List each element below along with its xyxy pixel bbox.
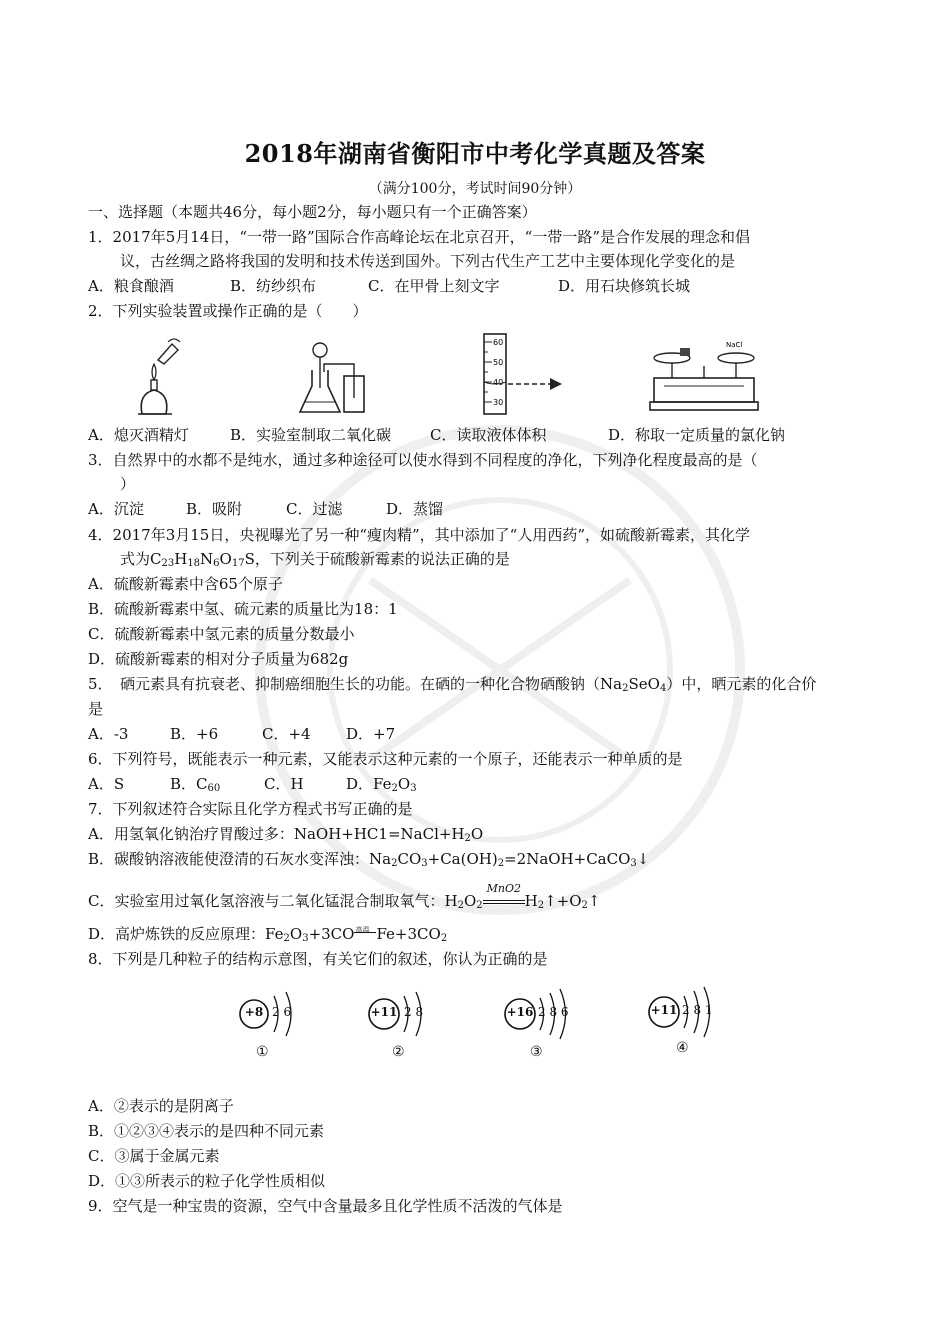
q4-formula-prefix: 式为C xyxy=(120,550,162,568)
alcohol-lamp-figure xyxy=(128,334,188,418)
q8-stem: 8．下列是几种粒子的结构示意图，有关它们的叙述，你认为正确的是 xyxy=(88,950,548,968)
q6-options xyxy=(88,774,417,794)
q4-option-d: D．硫酸新霉素的相对分子质量为682g xyxy=(88,650,349,668)
atom-1-shells: 2 6 xyxy=(272,1005,292,1019)
q6-option-d-mid: O xyxy=(397,775,411,793)
q7-b5: ↓ xyxy=(636,850,650,868)
q6-option-d-sub1: 2 xyxy=(391,783,398,794)
q1-option-c: C．在甲骨上刻文字 xyxy=(368,277,500,295)
q5-option-c: C．+4 xyxy=(262,725,311,743)
q4-sub-o: 17 xyxy=(231,558,245,569)
q1-option-a: A．粮食酿酒 xyxy=(88,277,174,295)
tick-60: 60 xyxy=(493,338,504,347)
q2-option-b: B．实验室制取二氧化碳 xyxy=(230,426,392,444)
q7-b-s2: 3 xyxy=(421,858,428,869)
q7-c2: O xyxy=(463,892,477,910)
q7-d-s3: 2 xyxy=(440,933,448,944)
q4-stem: 4．2017年3月15日，央视曝光了另一种“瘦肉精”，其中添加了“人用西药”，如硫酸新霉素，其化学 xyxy=(88,526,751,544)
q5-stem-cont: 是 xyxy=(88,700,104,718)
q5-stem-a: 5． 硒元素具有抗衰老、抑制癌细胞生长的功能。在硒的一种化合物硒酸钠（Na xyxy=(88,675,623,693)
q6-stem: 6．下列符号，既能表示一种元素，又能表示这种元素的一个原子，还能表示一种单质的是 xyxy=(88,750,683,768)
atom-2-shells: 2 8 xyxy=(404,1005,424,1019)
atom-2-label: ② xyxy=(392,1044,405,1060)
q7-d-s2: 3 xyxy=(302,933,309,944)
q6-option-d-text: D．Fe xyxy=(346,775,392,793)
atom-3-label: ③ xyxy=(530,1044,543,1060)
q6-option-b-sub: 60 xyxy=(207,783,221,794)
atom-diagram-3 xyxy=(500,986,590,1066)
q7-c1: C．实验室用过氧化氢溶液与二氧化锰混合制取氧气：H xyxy=(88,892,458,910)
q7-stem: 7．下列叙述符合实际且化学方程式书写正确的是 xyxy=(88,800,413,818)
q7-b2: CO xyxy=(397,850,422,868)
q4-formula-suffix: S，下列关于硫酸新霉素的说法正确的是 xyxy=(244,550,510,568)
tick-40: 40 xyxy=(493,378,504,387)
q2-option-c: C．读取液体体积 xyxy=(430,426,547,444)
q7-b-s3: 2 xyxy=(497,858,505,869)
q7-c4: ↑+O xyxy=(544,892,582,910)
q7-option-a xyxy=(88,824,483,844)
q4-el-h: H xyxy=(174,550,188,568)
q5-sub1: 2 xyxy=(622,683,629,694)
q4-option-b: B．硫酸新霉素中氢、硫元素的质量比为18：1 xyxy=(88,600,398,618)
q1-option-b: B．纺纱织布 xyxy=(230,277,317,295)
atom-4-nucleus: +11 xyxy=(650,1003,678,1017)
atom-diagram-1 xyxy=(234,986,304,1066)
q3-option-b: B．吸附 xyxy=(186,500,243,518)
q7-d2: O xyxy=(289,925,303,943)
atom-1-nucleus: +8 xyxy=(244,1005,264,1019)
q5-option-a: A．-3 xyxy=(88,725,129,743)
q7-d3: +3CO xyxy=(308,925,355,943)
q4-formula-line xyxy=(120,549,510,569)
q5-sub2: 4 xyxy=(659,683,667,694)
q8-option-c: C．③属于金属元素 xyxy=(88,1147,220,1165)
q2-option-a: A．熄灭酒精灯 xyxy=(88,426,189,444)
nacl-label: NaCl xyxy=(726,341,743,349)
q7-a-end: O xyxy=(470,825,484,843)
q7-d-condition: 高温 xyxy=(355,926,370,934)
q7-c-s3: 2 xyxy=(537,900,545,911)
q5-stem xyxy=(88,674,816,694)
q7-b1: B．碳酸钠溶液能使澄清的石灰水变浑浊：Na xyxy=(88,850,392,868)
page-title: 2018年湖南省衡阳市中考化学真题及答案 xyxy=(244,139,706,168)
atom-3-nucleus: +16 xyxy=(506,1005,534,1019)
tick-50: 50 xyxy=(493,358,504,367)
q7-option-c xyxy=(88,882,601,911)
atom-1-label: ① xyxy=(256,1044,269,1060)
q5-options xyxy=(88,724,395,744)
atom-4-label: ④ xyxy=(676,1040,689,1056)
q7-d-arrow xyxy=(354,924,376,944)
q7-b-s4: 3 xyxy=(630,858,637,869)
q5-stem-c: ）中，晒元素的化合价 xyxy=(666,675,817,693)
q5-option-d: D．+7 xyxy=(346,725,396,743)
q4-el-n: N xyxy=(200,550,214,568)
q6-option-c: C．H xyxy=(264,775,304,793)
q8-option-d: D．①③所表示的粒子化学性质相似 xyxy=(88,1172,326,1190)
q7-d1: D．高炉炼铁的反应原理：Fe xyxy=(88,925,284,943)
q8-option-a: A．②表示的是阴离子 xyxy=(88,1097,234,1115)
q7-c-arrow xyxy=(483,882,525,911)
q4-sub-n: 6 xyxy=(213,558,220,569)
q7-c3: H xyxy=(524,892,538,910)
q3-option-a: A．沉淀 xyxy=(88,500,144,518)
q2-options xyxy=(88,425,785,445)
atom-3-shells: 2 8 6 xyxy=(538,1005,569,1019)
graduated-cylinder-figure xyxy=(474,332,574,418)
q7-option-d xyxy=(88,924,447,944)
q3-option-d: D．蒸馏 xyxy=(386,500,444,518)
q7-c-s4: 2 xyxy=(581,900,588,911)
q3-stem-cont: ） xyxy=(120,475,136,493)
tick-30: 30 xyxy=(493,398,504,407)
q7-c-s1: 2 xyxy=(457,900,464,911)
q7-b-s1: 2 xyxy=(391,858,398,869)
q4-sub-h: 18 xyxy=(187,558,201,569)
q6-option-d-sub2: 3 xyxy=(410,783,417,794)
q1-options xyxy=(88,276,690,296)
q7-c5: ↑ xyxy=(587,892,601,910)
q7-c-catalyst: MnO2 xyxy=(486,882,521,895)
q7-a-text: A．用氢氧化钠治疗胃酸过多：NaOH+HC1=NaCl+H xyxy=(88,825,465,843)
q3-option-c: C．过滤 xyxy=(286,500,343,518)
q6-option-d xyxy=(346,775,417,793)
q7-a-sub: 2 xyxy=(464,833,471,844)
q9-stem: 9．空气是一种宝贵的资源，空气中含量最多且化学性质不活泼的气体是 xyxy=(88,1197,563,1215)
q7-b3: +Ca(OH) xyxy=(427,850,498,868)
q6-option-a: A．S xyxy=(88,775,125,793)
atom-diagram-4 xyxy=(644,984,734,1064)
q7-c-s2: 2 xyxy=(476,900,483,911)
q3-options xyxy=(88,499,443,519)
q7-d4: Fe+3CO xyxy=(376,925,441,943)
q4-option-c: C．硫酸新霉素中氢元素的质量分数最小 xyxy=(88,625,355,643)
q1-stem: 1．2017年5月14日，“一带一路”国际合作高峰论坛在北京召开，“一带一路”是合作发展的理念和倡 xyxy=(88,228,751,246)
q4-sub-c: 23 xyxy=(161,558,175,569)
q4-option-a: A．硫酸新霉素中含65个原子 xyxy=(88,575,283,593)
exam-info: （满分100分，考试时间90分钟） xyxy=(368,181,582,197)
q4-el-o: O xyxy=(219,550,232,568)
co2-apparatus-figure xyxy=(296,340,376,418)
q2-option-d: D．称取一定质量的氯化钠 xyxy=(608,426,786,444)
atom-2-nucleus: +11 xyxy=(370,1005,398,1019)
q1-stem-cont: 议，古丝绸之路将我国的发明和技术传送到国外。下列古代生产工艺中主要体现化学变化的是 xyxy=(120,252,736,270)
q5-option-b: B．+6 xyxy=(170,725,219,743)
atom-4-shells: 2 8 1 xyxy=(682,1003,713,1017)
atom-diagram-2 xyxy=(364,986,440,1066)
q7-d-s1: 2 xyxy=(283,933,290,944)
q5-stem-b: SeO xyxy=(628,675,660,693)
q6-option-b xyxy=(170,774,264,794)
balance-figure xyxy=(646,338,762,418)
q8-option-b: B．①②③④表示的是四种不同元素 xyxy=(88,1122,325,1140)
q3-stem: 3．自然界中的水都不是纯水，通过多种途径可以使水得到不同程度的净化，下列净化程度最高的是（ xyxy=(88,451,758,469)
q7-b4: =2NaOH+CaCO xyxy=(504,850,631,868)
q1-option-d: D．用石块修筑长城 xyxy=(558,277,691,295)
q6-option-b-text: B．C xyxy=(170,775,208,793)
q2-stem: 2．下列实验装置或操作正确的是（ ） xyxy=(88,302,368,320)
q7-option-b xyxy=(88,849,649,869)
section-heading: 一、选择题（本题共46分，每小题2分，每小题只有一个正确答案） xyxy=(88,203,537,221)
